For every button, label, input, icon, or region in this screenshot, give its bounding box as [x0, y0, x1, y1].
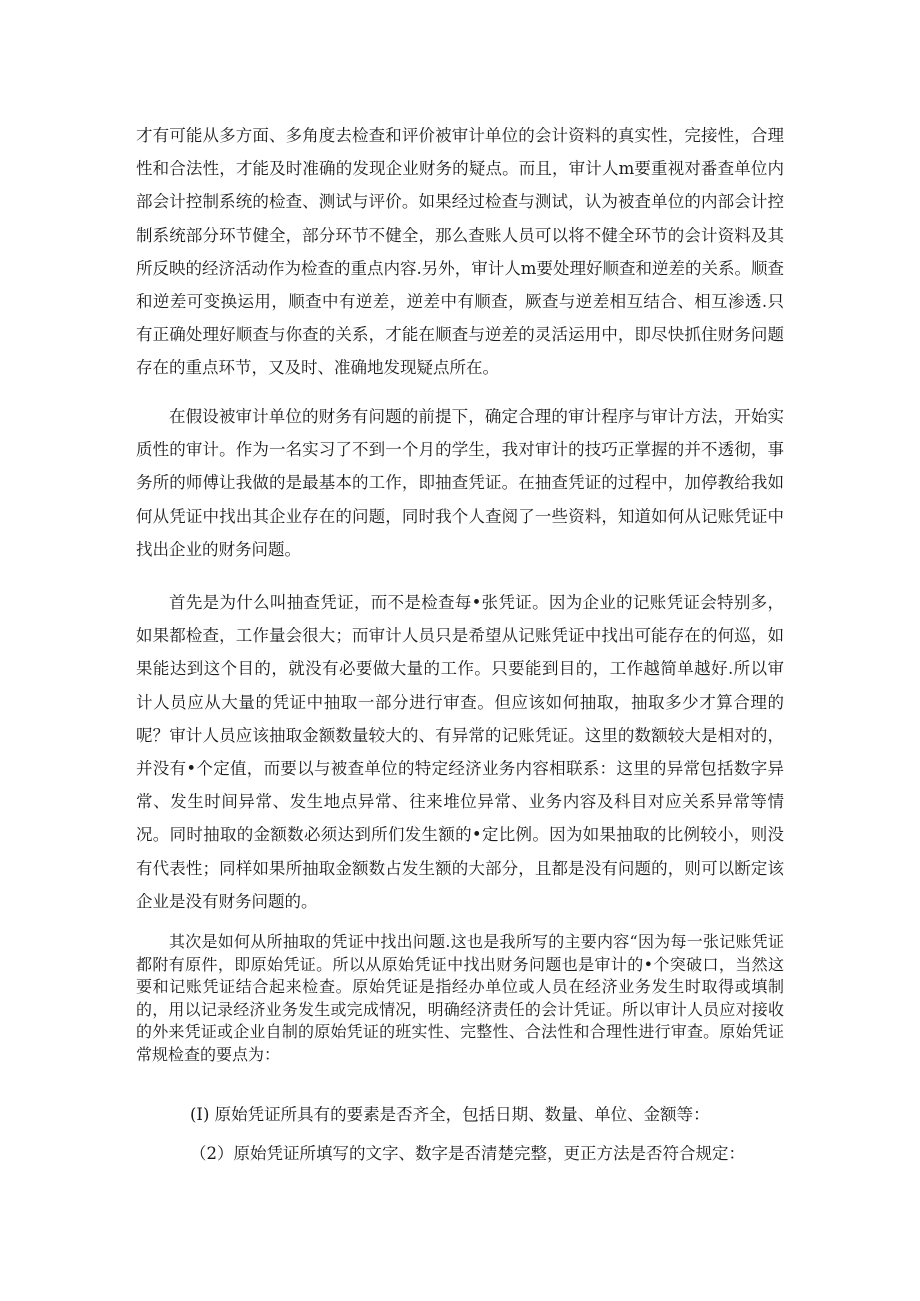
list-item-2: （2）原始凭证所填写的文字、数字是否清楚完整，更正方法是否符合规定：: [190, 1144, 745, 1163]
paragraph-3: 首先是为什么叫抽查凭证，而不是检查每•张凭证。因为企业的记账凭证会特别多，如果都检查，工作量会很大；而审计人员只是希望从记账凭证中找出可能存在的何巡，如果能达到这个目的，就没有必要做大量的工作。只要能到目的，工作越简单越好.所以审计人员应从大量的凭证中抽取一部分进行审查。但应该如何抽取，抽取多少才算合理的呢？审计人员应该抽取金额数量较大的、有异常的记账凭证。这里的数额较大是相对的，并没有•个定值，而要以与被查单位的特定经济业务内容相联系：这里的异常包括数字异常、发生时间异常、发生地点异常、往来堆位异常、业务内容及科目对应关系异常等情况。同时抽取的金额数必须达到所们发生额的•定比例。因为如果抽取的比例较小，则没有代表性；同样如果所抽取金额数占发生额的大部分，且都是没有问题的，则可以断定该企业是没有财务问题的。: [136, 593, 784, 911]
paragraph-4: 其次是如何从所抽取的凭证中找出问题.这也是我所写的主要内容“因为每一张记账凭证都附有原件，即原始凭证。所以从原始凭证中找出财务问题也是审计的•个突破口，当然这要和记账凭证结合起来检查。原始凭证是指经办单位或人员在经济业务发生时取得或填制的，用以记录经济业务发生或完成情况，明确经济责任的会计凭证。所以审计人员应对接收的外来凭证或企业自制的原始凭证的班实性、完整性、合法性和合理性进行审查。原始凭证常规检查的要点为：: [136, 932, 784, 1064]
paragraph-2: 在假设被审计单位的财务有问题的前提下，确定合理的审计程序与审计方法，开始实质性的审计。作为一名实习了不到一个月的学生，我对审计的技巧正掌握的并不透彻，事务所的师傅让我做的是最基本的工作，即抽查凭证。在抽查凭证的过程中，加停教给我如何从凭证中找出其企业存在的问题，同时我个人查阅了一些资料，知道如何从记账凭证中找出企业的财务问题。: [136, 407, 784, 559]
paragraph-1: 才有可能从多方面、多角度去检查和评价被审计单位的会计资料的真实性，完接性，合理性和合法性，才能及时准确的发现企业财务的疑点。而且，审计人m要重视对番查单位内部会计控制系统的检查、测试与评价。如果经过检查与测试，认为被査单位的内部会计控制系统部分环节健全，部分环节不健全，那么查账人员可以将不健全环节的会计资料及其所反映的经济活动作为检查的重点内容.另外，审计人m要处理好顺查和逆差的关系。顺查和逆差可变换运用，顺查中有逆差，逆差中有顺查，厥查与逆差相互结合、相互渗透.只有正确处理好顺查与你查的关系，才能在顺査与逆差的灵活运用中，即尽快抓住财务问题存在的重点环节，又及时、准确地发现疑点所在。: [136, 126, 784, 378]
list-item-1: (I) 原始凭证所具有的要素是否齐全，包括日期、数量、单位、金额等：: [190, 1105, 710, 1124]
